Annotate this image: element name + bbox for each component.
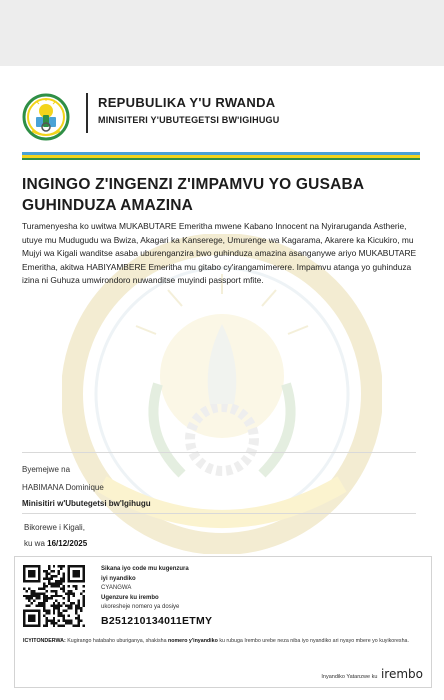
document-body: Turamenyesha ko uwitwa MUKABUTARE Emeritha mwene Kabano Innocent na Nyiraruganda Astherie, utuye mu Mudugudu wa Bwiza, Akagari ka Kanserege, Umurenge wa Kagarama, Akarere ka Kicukiro, mu Mujyi wa Kigali wanditse asaba uburenganzira bwo guhinduza amazina asanganywe ariyo MUKABUTARE Emeritha, akitwa HABIYAMBERE Emeritha mu gitabo cy'irangamimerere. Impamvu atanga yo guhinduza izina ni Guhuza umwirondoro nuwanditse muyindi passport mfite. [22, 221, 417, 285]
signer-title: Minisitiri w'Ubutegetsi bw'Igihugu [22, 499, 151, 508]
notice-text-bold: nomero y'inyandiko [168, 638, 218, 644]
date-prefix: ku wa [24, 539, 45, 548]
or-label: CYANGWA [101, 585, 132, 591]
divider [22, 513, 416, 514]
ministry-name: MINISITERI Y'UBUTEGETSI BW'IGIHUGU [98, 115, 280, 125]
produced-by [321, 667, 423, 681]
application-number: B251210134011ETMY [101, 614, 213, 627]
irembo-logo[interactable]: irembo [380, 667, 423, 681]
signed-by-label: Byemejwe na [22, 465, 71, 474]
notice-text-after: ku rubuga Irembo urebe neza niba iyo nyandiko ari nyayo mbere yo kuyikoresha. [219, 638, 409, 644]
divider [22, 452, 416, 453]
scan-label: Sikana iyo code mu kugenzura [101, 566, 189, 572]
notice [23, 637, 423, 646]
qr-code-icon[interactable] [23, 565, 85, 627]
verification-box [14, 556, 432, 688]
issue-place: Bikorewe i Kigali, [24, 523, 85, 532]
issue-date: 16/12/2025 [47, 539, 88, 548]
document-page [0, 66, 444, 700]
signer-name: HABIMANA Dominique [22, 483, 104, 492]
enter-number-label: ukoresheje nomero ya dosiye [101, 604, 180, 610]
produced-by-label: Inyandiko Yatanzwe ku [321, 674, 378, 680]
republic-name: REPUBULIKA Y'U RWANDA [98, 95, 276, 110]
issue-date-line [24, 539, 87, 548]
flag-stripe-green [22, 158, 420, 160]
document-title: INGINGO Z'INGENZI Z'IMPAMVU YO GUSABA GUHINDUZA AMAZINA [22, 176, 364, 214]
notice-text-before: Kugirango hatabaho uburiganya, shakisha [67, 638, 167, 644]
notice-label: ICYITONDERWA: [23, 638, 66, 644]
rwanda-coat-of-arms-icon [22, 93, 70, 141]
document-label: iyi nyandiko [101, 575, 136, 582]
verification-instructions [101, 565, 421, 627]
header-divider [86, 93, 88, 133]
verify-label: Ugenzure ku irembo [101, 594, 159, 601]
